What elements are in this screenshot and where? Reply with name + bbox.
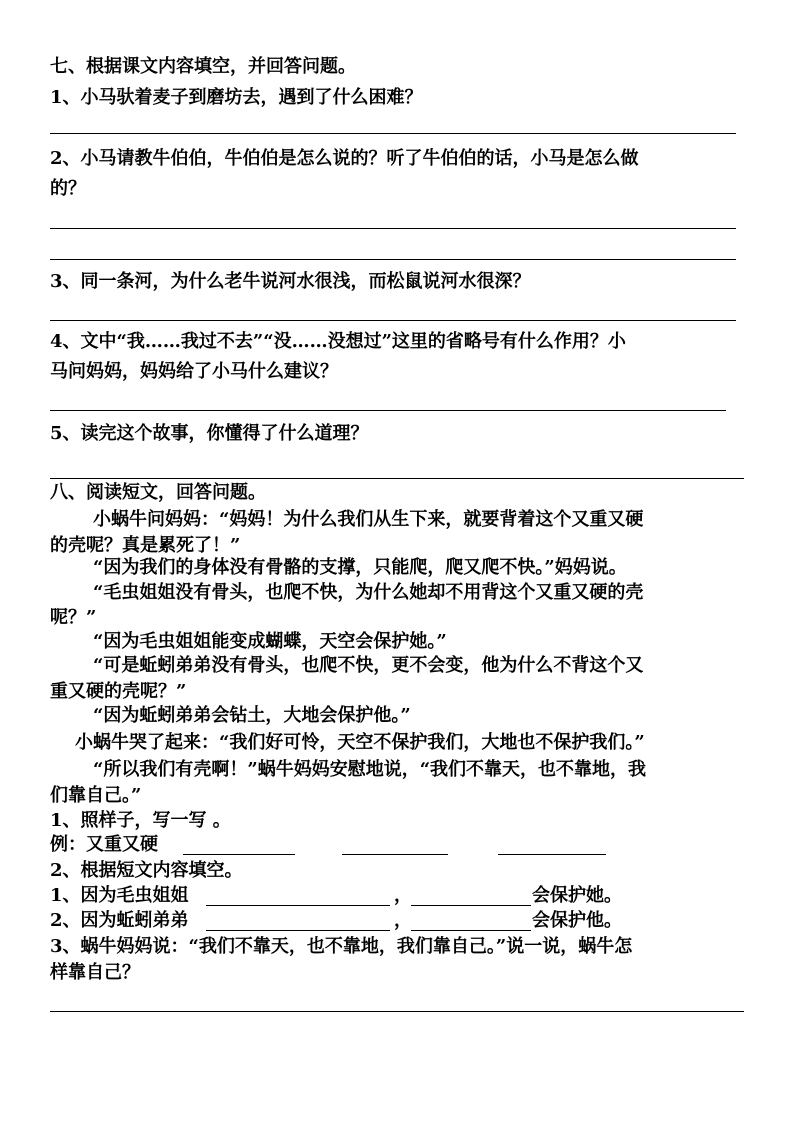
question-8-3-line2: 样靠自己？ [50, 962, 140, 983]
passage-line: 们靠自己。” [50, 785, 142, 806]
answer-line-8-3[interactable] [50, 1011, 744, 1012]
answer-line-7-2b[interactable] [50, 259, 736, 260]
answer-line-7-5[interactable] [50, 478, 744, 479]
answer-line-7-2a[interactable] [50, 228, 736, 229]
fill-8-2-2-suffix: 会保护他。 [532, 910, 622, 931]
example-blank-1[interactable] [183, 854, 295, 855]
section7-heading: 七、根据课文内容填空，并回答问题。 [50, 56, 356, 77]
passage-line: 呢？” [50, 607, 97, 628]
fill-8-2-2-blank-b[interactable] [411, 930, 531, 931]
passage-line: 小蜗牛问妈妈：“妈妈！为什么我们从生下来，就要背着这个又重又硬 [93, 509, 644, 530]
question-8-2: 2、根据短文内容填空。 [50, 860, 243, 881]
fill-8-2-2-blank-a[interactable] [206, 930, 390, 931]
example-blank-2[interactable] [342, 854, 448, 855]
passage-line: “因为蚯蚓弟弟会钻土，大地会保护他。” [93, 705, 411, 726]
question-7-5: 5、读完这个故事，你懂得了什么道理？ [50, 423, 369, 444]
question-8-1: 1、照样子，写一写 。 [50, 810, 231, 831]
passage-line: 重又硬的壳呢？” [50, 681, 187, 702]
question-7-4-line2: 马问妈妈，妈妈给了小马什么建议？ [50, 361, 338, 382]
question-7-4-line1: 4、文中“我……我过不去”“没……没想过”这里的省略号有什么作用？小 [50, 331, 626, 352]
answer-line-7-4[interactable] [50, 410, 726, 411]
fill-8-2-1-blank-a[interactable] [206, 905, 390, 906]
fill-8-2-1-comma: ， [394, 885, 412, 906]
example-blank-3[interactable] [498, 854, 606, 855]
passage-line: “因为我们的身体没有骨骼的支撑，只能爬，爬又爬不快。”妈妈说。 [93, 557, 627, 578]
question-7-1: 1、小马驮着麦子到磨坊去，遇到了什么困难？ [50, 87, 423, 108]
section8-heading: 八、阅读短文，回答问题。 [50, 482, 266, 503]
passage-line: 的壳呢？真是累死了！” [50, 535, 241, 556]
question-7-3: 3、同一条河，为什么老牛说河水很浅，而松鼠说河水很深？ [50, 271, 531, 292]
passage-line: “毛虫姐姐没有骨头，也爬不快，为什么她却不用背这个又重又硬的壳 [93, 582, 644, 603]
passage-line: 小蜗牛哭了起来：“我们好可怜，天空不保护我们，大地也不保护我们。” [75, 732, 645, 753]
passage-line: “可是蚯蚓弟弟没有骨头，也爬不快，更不会变，他为什么不背这个又 [93, 655, 644, 676]
answer-line-7-1[interactable] [50, 133, 736, 134]
question-8-3-line1: 3、蜗牛妈妈说：“我们不靠天，也不靠地，我们靠自己。”说一说，蜗牛怎 [50, 936, 633, 957]
question-7-2-line2: 的？ [50, 178, 86, 199]
fill-8-2-1-blank-b[interactable] [411, 905, 531, 906]
example-label: 例：又重又硬 [50, 834, 158, 855]
question-7-2-line1: 2、小马请教牛伯伯，牛伯伯是怎么说的？听了牛伯伯的话，小马是怎么做 [50, 148, 639, 169]
passage-line: “因为毛虫姐姐能变成蝴蝶，天空会保护她。” [93, 631, 447, 652]
fill-8-2-1-prefix: 1、因为毛虫姐姐 [50, 885, 189, 906]
passage-line: “所以我们有壳啊！”蜗牛妈妈安慰地说，“我们不靠天，也不靠地，我 [93, 759, 647, 780]
fill-8-2-1-suffix: 会保护她。 [532, 885, 622, 906]
fill-8-2-2-prefix: 2、因为蚯蚓弟弟 [50, 910, 189, 931]
answer-line-7-3[interactable] [50, 320, 736, 321]
fill-8-2-2-comma: ， [394, 910, 412, 931]
